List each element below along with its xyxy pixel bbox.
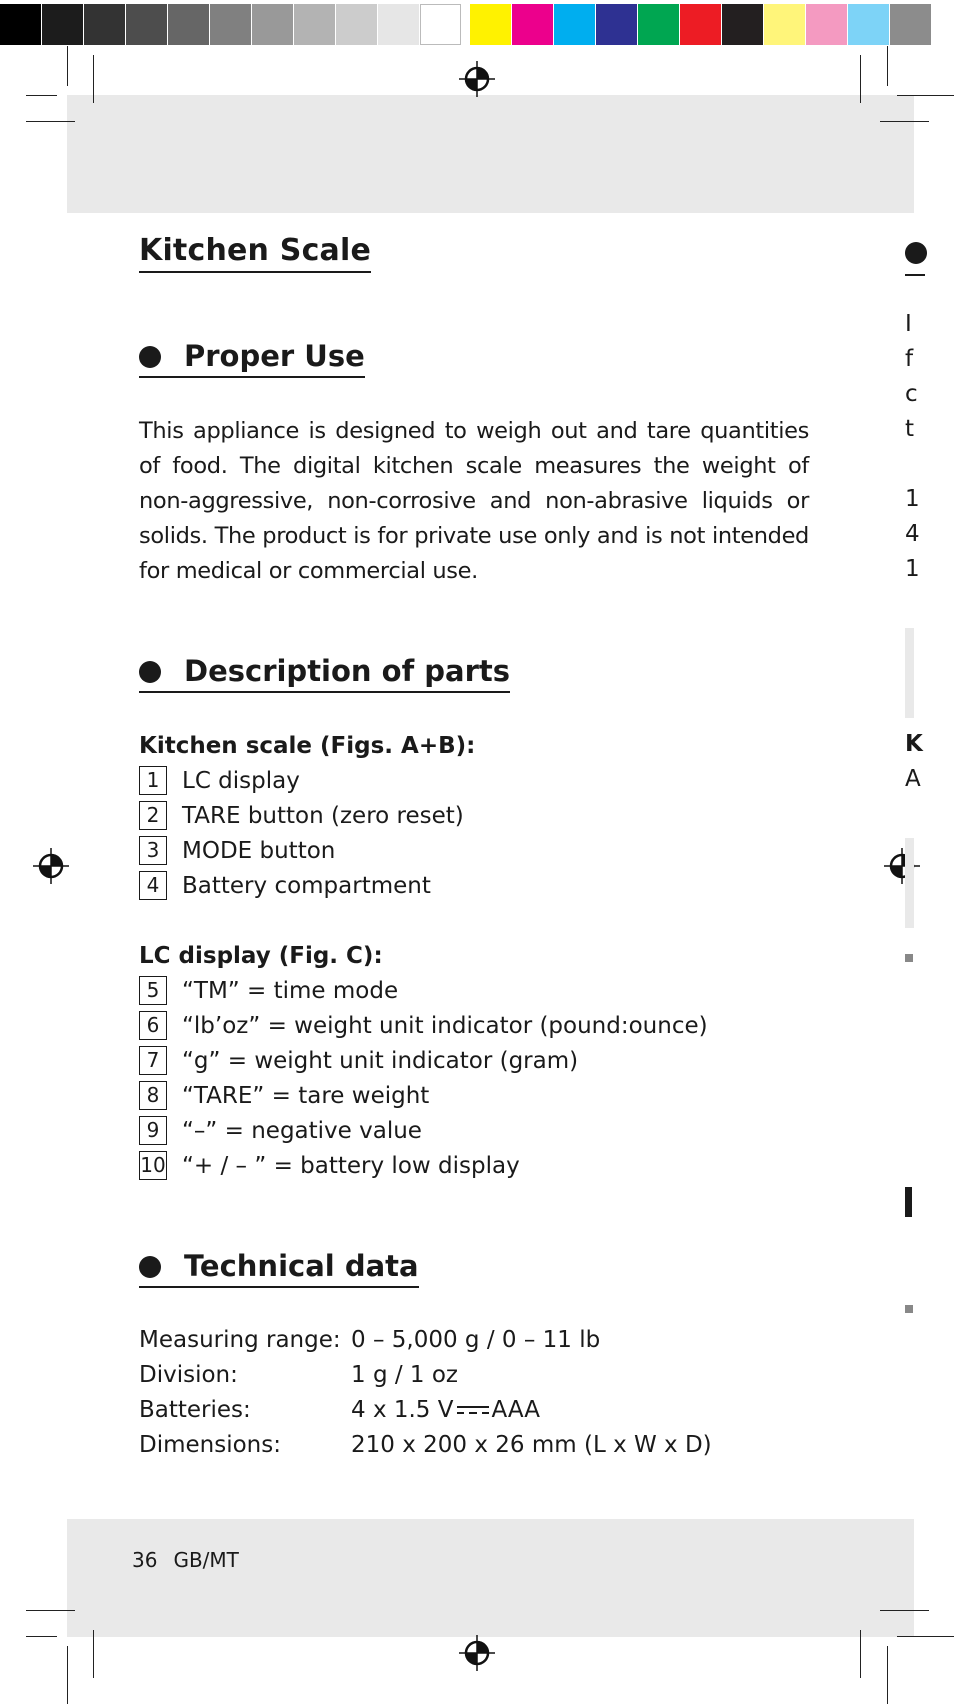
fragment-glyph: I [905,311,912,337]
direct-current-symbol-icon [456,1404,490,1416]
item-label: LC display [182,767,300,794]
item-label: “TARE” = tare weight [182,1082,430,1109]
table-row [139,1357,712,1392]
section-heading-text: Proper Use [184,339,365,373]
item-label: TARE button (zero reset) [182,802,464,829]
table-row [139,1322,712,1357]
print-color-bar [0,0,954,46]
item-number: 4 [139,871,167,900]
item-label: “TM” = time mode [182,977,399,1004]
color-swatch [210,4,251,45]
fragment-glyph: 4 [905,521,920,547]
row-value: 1 g / 1 oz [351,1361,459,1388]
parts-list-kitchen-scale [139,763,464,903]
fragment-glyph: A [905,766,921,792]
technical-data-table [139,1322,712,1462]
page-number: 36 [132,1548,158,1572]
fragment-gray-box [905,628,914,718]
list-item [139,798,464,833]
list-item [139,868,464,903]
parts-list-lc-display [139,973,708,1183]
item-number: 3 [139,836,167,865]
color-swatch [554,4,595,45]
sub-heading-lc-display: LC display (Fig. C): [139,943,383,969]
item-number: 2 [139,801,167,830]
battery-voltage: 4 x 1.5 V [351,1396,454,1423]
fragment-glyph: 1 [905,556,920,582]
page-footer [132,1548,239,1572]
color-swatch [512,4,553,45]
fragment-glyph: K [905,731,923,757]
color-swatch [638,4,679,45]
section-heading-description-of-parts [139,655,510,693]
section-heading-proper-use [139,340,365,378]
color-swatch [84,4,125,45]
region-code: GB/MT [173,1548,239,1572]
bullet-icon [139,661,161,683]
item-label: “lb’oz” = weight unit indicator (pound:ounce) [182,1012,708,1039]
fragment-glyph: t [905,416,915,442]
fragment-gray-box [905,838,914,928]
item-label: Battery compartment [182,872,431,899]
color-swatch [764,4,805,45]
color-swatch [0,4,41,45]
color-swatch [420,4,461,45]
item-number: 6 [139,1011,167,1040]
item-label: MODE button [182,837,336,864]
fragment-square-icon [905,1305,913,1313]
battery-type: AAA [491,1396,540,1423]
fragment-bold-mark [905,1187,912,1217]
color-swatch [378,4,419,45]
header-band [67,95,914,213]
document-title: Kitchen Scale [139,234,371,273]
item-number: 10 [139,1151,167,1180]
sub-heading-kitchen-scale: Kitchen scale (Figs. A+B): [139,733,476,759]
item-label: “+ / – ” = battery low display [182,1152,520,1179]
color-swatch [252,4,293,45]
color-swatch [596,4,637,45]
row-value: 0 – 5,000 g / 0 – 11 lb [351,1326,601,1353]
list-item [139,1113,708,1148]
fragment-square-icon [905,954,913,962]
bullet-icon [139,346,161,368]
color-swatch [168,4,209,45]
item-label: “–” = negative value [182,1117,422,1144]
section-heading-text: Technical data [184,1249,419,1283]
section-heading-technical-data [139,1250,419,1288]
color-swatch [336,4,377,45]
fragment-glyph: 1 [905,486,920,512]
fragment-glyph: c [905,381,918,407]
item-number: 8 [139,1081,167,1110]
row-label: Dimensions: [139,1431,281,1458]
adjacent-page-fragment [905,0,954,1704]
list-item [139,1148,708,1183]
fragment-glyph: f [905,346,914,372]
color-swatch [126,4,167,45]
registration-mark-icon [33,848,69,884]
row-value [351,1392,712,1427]
color-swatch [848,4,889,45]
registration-mark-icon [459,1635,495,1671]
list-item [139,1008,708,1043]
item-number: 9 [139,1116,167,1145]
table-row [139,1427,712,1462]
section-heading-text: Description of parts [184,654,511,688]
list-item [139,1078,708,1113]
color-swatch [680,4,721,45]
list-item [139,973,708,1008]
row-label: Batteries: [139,1396,251,1423]
color-swatch [806,4,847,45]
row-label: Division: [139,1361,238,1388]
row-value: 210 x 200 x 26 mm (L x W x D) [351,1431,712,1458]
color-swatch [294,4,335,45]
proper-use-paragraph: This appliance is designed to weigh out and tare quantities of food. The digital kitchen scale measures the weight of non-aggressive, non-corrosive and non-abrasive liquids or solids. The product is for private use only and is not intended for medical or commercial use. [139,418,809,584]
table-row [139,1392,712,1427]
item-label: “g” = weight unit indicator (gram) [182,1047,579,1074]
color-swatch [722,4,763,45]
row-label: Measuring range: [139,1326,341,1353]
registration-mark-icon [459,61,495,97]
item-number: 7 [139,1046,167,1075]
color-swatch [470,4,511,45]
color-swatch [42,4,83,45]
item-number: 5 [139,976,167,1005]
item-number: 1 [139,766,167,795]
footer-band [67,1519,914,1637]
list-item [139,833,464,868]
bullet-icon [905,242,927,264]
list-item [139,763,464,798]
list-item [139,1043,708,1078]
bullet-icon [139,1256,161,1278]
